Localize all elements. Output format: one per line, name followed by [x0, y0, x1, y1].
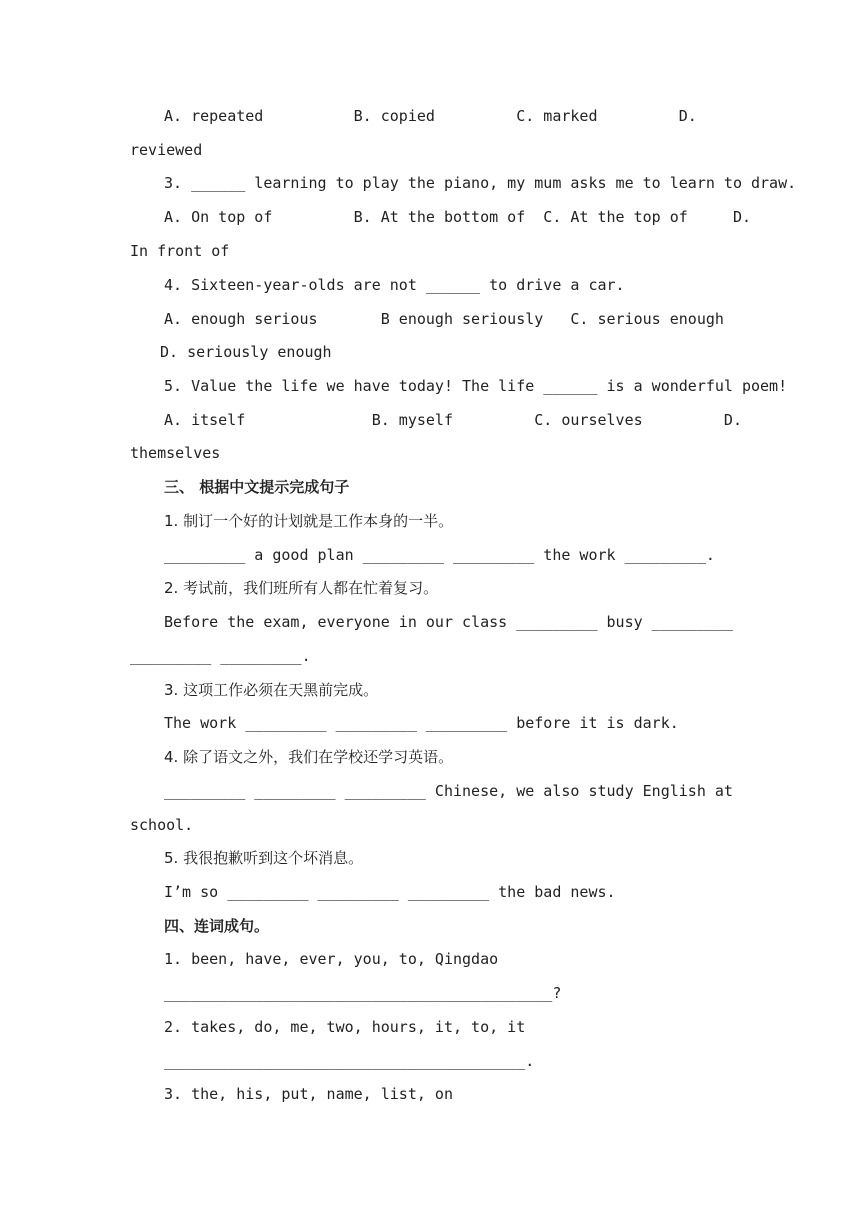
section-4-item-2-answer-line: ________________________________________.	[164, 1052, 535, 1070]
section-3-item-4-blanks-wrap: school.	[130, 816, 194, 834]
section-3-item-5-blanks: I’m so _________ _________ _________ the bad news.	[164, 883, 616, 901]
question-3-options: A. On top of B. At the bottom of C. At the top of D.	[164, 208, 751, 226]
question-2-options: A. repeated B. copied C. marked D.	[164, 107, 697, 125]
section-3-item-2-blanks: Before the exam, everyone in our class _________ busy _________	[164, 613, 733, 631]
question-3-stem: 3. ______ learning to play the piano, my mum asks me to learn to draw.	[164, 174, 797, 192]
section-3-heading: 三、 根据中文提示完成句子	[164, 478, 350, 496]
section-4-item-1-words: 1. been, have, ever, you, to, Qingdao	[164, 950, 499, 968]
section-4-heading: 四、连词成句。	[164, 917, 270, 935]
section-3-item-4-blanks: _________ _________ _________ Chinese, we also study English at	[164, 782, 733, 800]
question-4-option-d: D. seriously enough	[160, 343, 332, 361]
section-4-item-3-words: 3. the, his, put, name, list, on	[164, 1085, 453, 1103]
question-4-options: A. enough serious B enough seriously C. serious enough	[164, 310, 724, 328]
question-3-option-d-wrap: In front of	[130, 242, 230, 260]
section-3-item-2-prompt: 2. 考试前，我们班所有人都在忙着复习。	[164, 579, 439, 597]
question-4-stem: 4. Sixteen-year-olds are not ______ to drive a car.	[164, 276, 625, 294]
section-3-item-3-prompt: 3. 这项工作必须在天黑前完成。	[164, 681, 379, 699]
section-3-item-1-prompt: 1. 制订一个好的计划就是工作本身的一半。	[164, 512, 454, 530]
section-3-item-4-prompt: 4. 除了语文之外，我们在学校还学习英语。	[164, 748, 454, 766]
section-3-item-5-prompt: 5. 我很抱歉听到这个坏消息。	[164, 849, 364, 867]
question-5-stem: 5. Value the life we have today! The life ______ is a wonderful poem!	[164, 377, 788, 395]
section-4-item-2-words: 2. takes, do, me, two, hours, it, to, it	[164, 1018, 526, 1036]
section-3-item-3-blanks: The work _________ _________ _________ before it is dark.	[164, 714, 679, 732]
section-4-item-1-answer-line: ___________________________________________?	[164, 984, 562, 1002]
question-5-option-d-wrap: themselves	[130, 444, 221, 462]
question-5-options: A. itself B. myself C. ourselves D.	[164, 411, 742, 429]
section-3-item-1-blanks: _________ a good plan _________ _________ the work _________.	[164, 546, 715, 564]
section-3-item-2-blanks-wrap: _________ _________.	[130, 647, 311, 665]
question-2-option-d-wrap: reviewed	[130, 141, 203, 159]
